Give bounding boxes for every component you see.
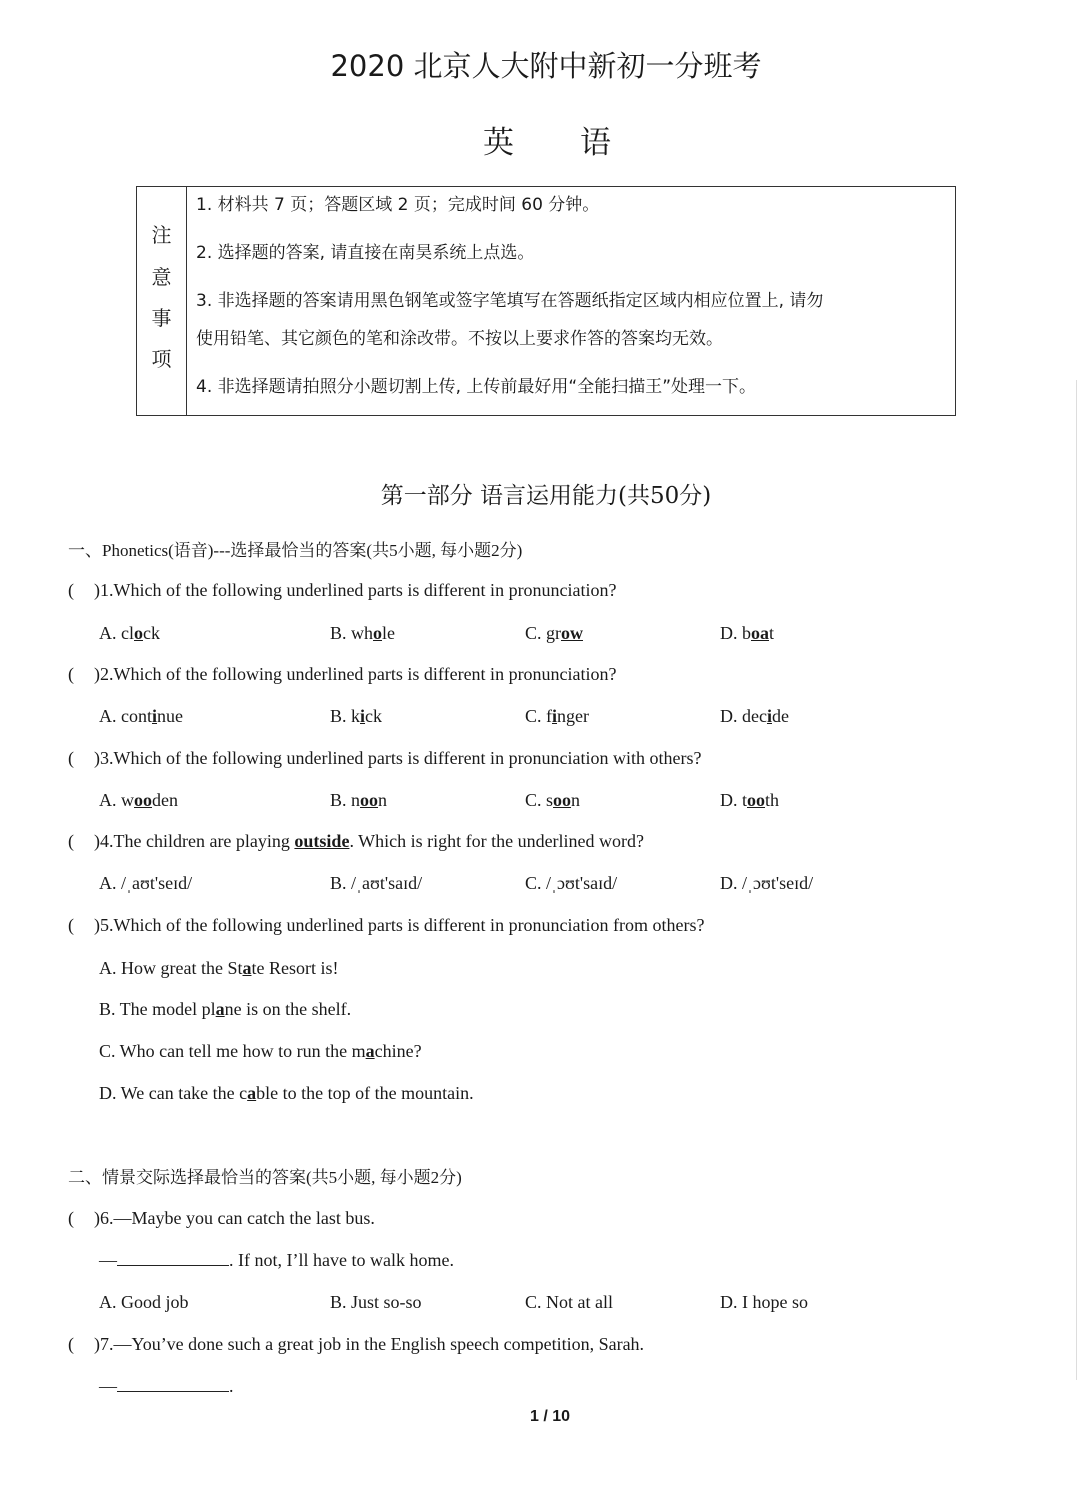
notice-item-4: 4. 非选择题请拍照分小题切割上传, 上传前最好用“全能扫描王”处理一下。 [196, 377, 757, 397]
question-7-text: )7.—You’ve done such a great job in the English speech competition, Sarah. [94, 1334, 645, 1354]
underlined-part: oa [751, 623, 769, 643]
option-text: A. How great the St [99, 958, 243, 978]
option-text: C. f [525, 706, 552, 726]
q1-option-c[interactable] [525, 623, 583, 644]
q1-option-a[interactable] [99, 623, 160, 644]
answer-blank[interactable] [117, 1251, 229, 1266]
notice-item-3-cont: 使用铅笔、其它颜色的笔和涂改带。不按以上要求作答的答案均无效。 [196, 329, 723, 349]
option-text: te Resort is! [251, 958, 339, 978]
q2-option-c[interactable] [525, 706, 589, 727]
q6-option-a[interactable]: A. Good job [99, 1292, 189, 1312]
option-text: den [152, 790, 178, 810]
underlined-word: outside [294, 831, 350, 851]
notice-item-2: 2. 选择题的答案, 请直接在南昊系统上点选。 [196, 243, 535, 263]
underlined-part: i [360, 706, 366, 726]
option-text: chine? [374, 1041, 422, 1061]
reply-text: . [229, 1376, 234, 1396]
page-title: 2020 北京人大附中新初一分班考 [330, 49, 762, 83]
notice-label [137, 187, 187, 415]
underlined-part: oo [134, 790, 152, 810]
subject-char-2: 语 [580, 125, 611, 161]
q1-option-d[interactable] [720, 623, 774, 644]
dash: — [99, 1376, 117, 1396]
option-text: A. cont [99, 706, 152, 726]
question-4-text [94, 831, 644, 852]
underlined-part: o [373, 623, 383, 643]
option-text: D. We can take the c [99, 1083, 248, 1103]
q3-option-b[interactable] [330, 790, 387, 811]
subject-char-1: 英 [483, 125, 514, 161]
underlined-part: oo [360, 790, 379, 810]
q2-option-b[interactable] [330, 706, 382, 727]
underlined-part: a [215, 999, 225, 1019]
underlined-part: ow [561, 623, 583, 643]
underlined-part: a [247, 1083, 257, 1103]
question-7-reply [99, 1376, 234, 1397]
section2-heading: 二、情景交际选择最恰当的答案(共5小题, 每小题2分) [68, 1168, 462, 1187]
question-1-text: )1.Which of the following underlined parts is different in pronunciation? [94, 580, 617, 600]
option-text: ne is on the shelf. [224, 999, 352, 1019]
option-text: D. t [720, 790, 747, 810]
underlined-part: o [134, 623, 143, 643]
notice-item-3: 3. 非选择题的答案请用黑色钢笔或签字笔填写在答题纸指定区域内相应位置上, 请勿 [196, 291, 824, 311]
q2-option-d[interactable] [720, 706, 789, 727]
question-5-text: )5.Which of the following underlined parts is different in pronunciation from others? [94, 915, 705, 935]
answer-paren[interactable]: ( [68, 664, 74, 684]
underlined-part: a [242, 958, 252, 978]
q5-option-c[interactable] [99, 1041, 422, 1062]
option-text: B. wh [330, 623, 374, 643]
q2-option-a[interactable] [99, 706, 183, 727]
underlined-part: i [766, 706, 772, 726]
q6-option-d[interactable]: D. I hope so [720, 1292, 808, 1312]
option-text: C. gr [525, 623, 561, 643]
question-2-text: )2.Which of the following underlined parts is different in pronunciation? [94, 664, 617, 684]
notice-label-char: 注 [151, 223, 172, 247]
option-text: A. cl [99, 623, 134, 643]
underlined-part: i [152, 706, 158, 726]
part1-heading: 第一部分 语言运用能力(共50分) [380, 483, 712, 509]
option-text: n [571, 790, 581, 810]
q4-option-a[interactable]: A. /ˌaʊt'seɪd/ [99, 873, 193, 893]
q5-option-a[interactable] [99, 958, 338, 979]
option-text: le [382, 623, 396, 643]
option-text: t [769, 623, 775, 643]
q1-option-b[interactable] [330, 623, 395, 644]
option-text: de [772, 706, 789, 726]
question-6-reply [99, 1250, 454, 1271]
answer-paren[interactable]: ( [68, 748, 74, 768]
underlined-part: oo [553, 790, 572, 810]
answer-paren[interactable]: ( [68, 1208, 74, 1228]
question-text: . Which is right for the underlined word? [349, 831, 645, 851]
option-text: D. b [720, 623, 751, 643]
underlined-part: i [552, 706, 558, 726]
notice-label-char: 项 [151, 347, 172, 371]
option-text: D. dec [720, 706, 767, 726]
q3-option-d[interactable] [720, 790, 779, 811]
dash: — [99, 1250, 117, 1270]
option-text: A. w [99, 790, 134, 810]
option-text: th [765, 790, 780, 810]
question-3-text: )3.Which of the following underlined parts is different in pronunciation with others? [94, 748, 702, 768]
notice-label-char: 意 [151, 265, 172, 289]
q5-option-d[interactable] [99, 1083, 474, 1104]
option-text: ck [365, 706, 383, 726]
underlined-part: a [365, 1041, 375, 1061]
option-text: n [378, 790, 388, 810]
option-text: C. s [525, 790, 554, 810]
section1-heading: 一、Phonetics(语音)---选择最恰当的答案(共5小题, 每小题2分) [68, 541, 523, 560]
answer-paren[interactable]: ( [68, 1334, 74, 1354]
notice-label-char: 事 [151, 306, 172, 330]
q3-option-c[interactable] [525, 790, 580, 811]
option-text: nue [157, 706, 184, 726]
q5-option-b[interactable] [99, 999, 351, 1020]
question-6-text: )6.—Maybe you can catch the last bus. [94, 1208, 375, 1228]
option-text: C. Who can tell me how to run the m [99, 1041, 366, 1061]
option-text: nger [557, 706, 589, 726]
answer-paren[interactable]: ( [68, 580, 74, 600]
underlined-part: oo [747, 790, 765, 810]
option-text: ble to the top of the mountain. [256, 1083, 474, 1103]
q3-option-a[interactable] [99, 790, 178, 811]
q4-option-d[interactable]: D. /ˌɔʊt'seɪd/ [720, 873, 814, 893]
answer-paren[interactable]: ( [68, 915, 74, 935]
q6-option-c[interactable]: C. Not at all [525, 1292, 613, 1312]
q4-option-b[interactable]: B. /ˌaʊt'saɪd/ [330, 873, 423, 893]
q6-option-b[interactable]: B. Just so-so [330, 1292, 422, 1312]
page-number: 1 / 10 [529, 1408, 571, 1425]
option-text: B. n [330, 790, 361, 810]
option-text: ck [143, 623, 160, 643]
option-text: B. The model pl [99, 999, 216, 1019]
option-text: B. k [330, 706, 361, 726]
page-edge-divider [1076, 380, 1077, 1380]
question-text: )4.The children are playing [94, 831, 295, 851]
answer-blank[interactable] [117, 1377, 229, 1392]
answer-paren[interactable]: ( [68, 831, 74, 851]
notice-item-1: 1. 材料共 7 页；答题区域 2 页；完成时间 60 分钟。 [196, 195, 600, 215]
reply-text: . If not, I’ll have to walk home. [229, 1250, 454, 1270]
q4-option-c[interactable]: C. /ˌɔʊt'saɪd/ [525, 873, 618, 893]
